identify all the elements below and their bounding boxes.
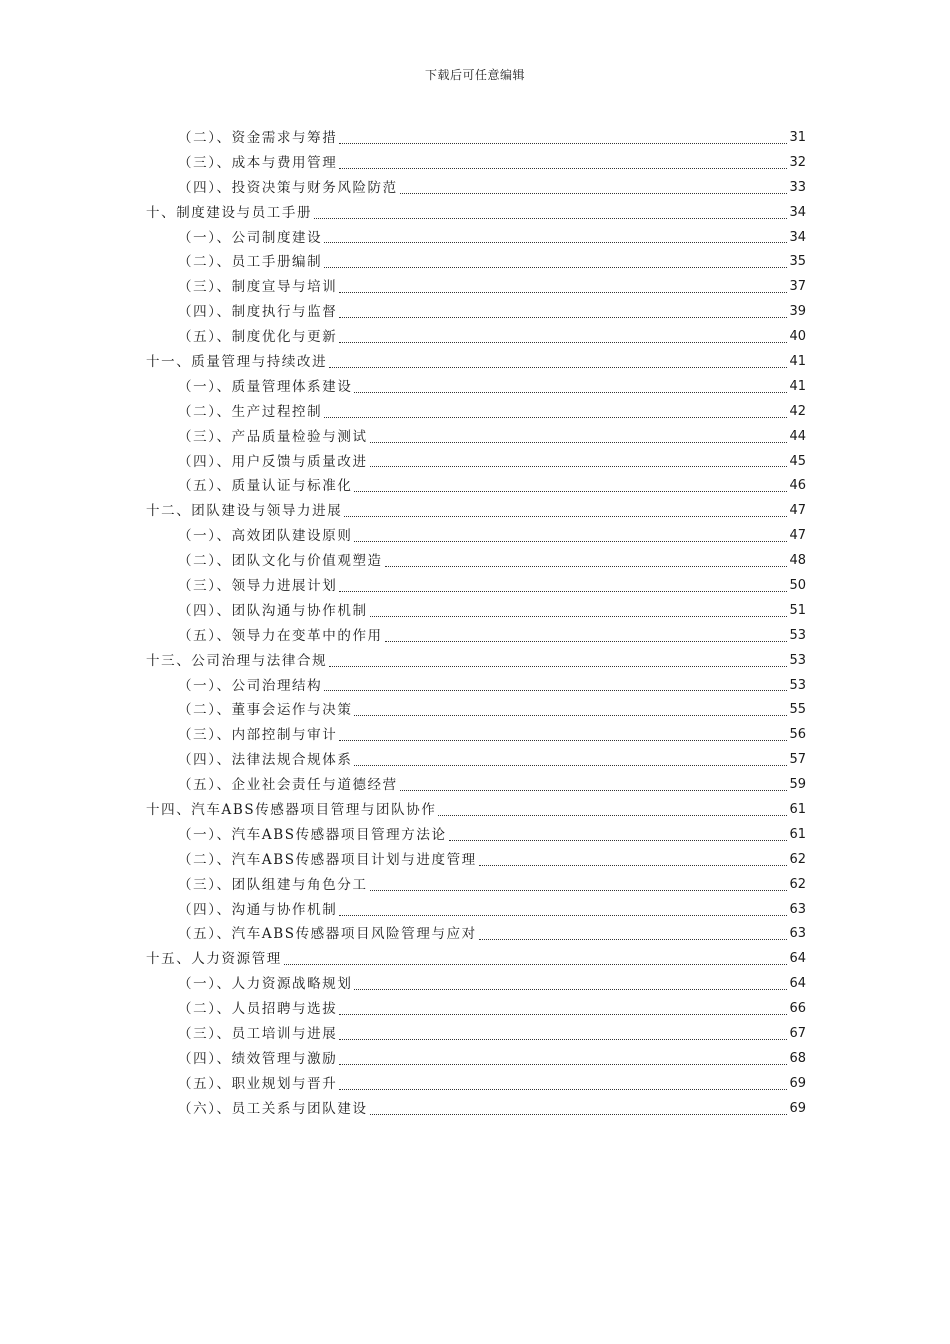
toc-section-entry[interactable] — [146, 674, 806, 699]
toc-entry-title: （三）、内部控制与审计 — [178, 727, 338, 744]
dot-leader — [370, 890, 788, 891]
toc-entry-title: 十五、人力资源管理 — [146, 951, 282, 968]
dot-leader — [354, 715, 787, 716]
dot-leader — [339, 591, 787, 592]
toc-section-entry[interactable] — [146, 524, 806, 549]
toc-page-number: 39 — [789, 304, 806, 320]
toc-page-number: 63 — [789, 926, 806, 942]
toc-page-number: 47 — [789, 528, 806, 544]
toc-section-entry[interactable] — [146, 1022, 806, 1047]
dot-leader — [324, 242, 787, 243]
dot-leader — [400, 193, 788, 194]
toc-section-entry[interactable] — [146, 748, 806, 773]
dot-leader — [370, 466, 788, 467]
toc-page-number: 53 — [789, 677, 806, 693]
toc-entry-title: （一）、公司制度建设 — [178, 229, 323, 246]
toc-entry-title: （三）、产品质量检验与测试 — [178, 428, 368, 445]
dot-leader — [344, 516, 787, 517]
toc-entry-title: （五）、职业规划与晋升 — [178, 1075, 338, 1092]
toc-entry-title: 十三、公司治理与法律合规 — [146, 652, 328, 669]
toc-entry-title: （五）、企业社会责任与道德经营 — [178, 777, 398, 794]
dot-leader — [354, 491, 787, 492]
dot-leader — [449, 840, 788, 841]
toc-chapter-entry[interactable] — [146, 798, 806, 823]
toc-section-entry[interactable] — [146, 226, 806, 251]
toc-entry-title: （一）、人力资源战略规划 — [178, 976, 353, 993]
toc-entry-title: 十、制度建设与员工手册 — [146, 204, 313, 221]
toc-entry-title: （二）、汽车ABS传感器项目计划与进度管理 — [178, 851, 477, 868]
toc-chapter-entry[interactable] — [146, 201, 806, 226]
toc-page-number: 56 — [789, 727, 806, 743]
toc-page-number: 69 — [789, 1075, 806, 1091]
toc-entry-title: （五）、制度优化与更新 — [178, 329, 338, 346]
toc-page-number: 31 — [789, 129, 806, 145]
toc-page-number: 44 — [789, 428, 806, 444]
toc-entry-title: （四）、沟通与协作机制 — [178, 901, 338, 918]
toc-section-entry[interactable] — [146, 997, 806, 1022]
toc-page-number: 66 — [789, 1001, 806, 1017]
toc-page-number: 63 — [789, 901, 806, 917]
toc-entry-title: （二）、资金需求与筹措 — [178, 129, 338, 146]
toc-page-number: 48 — [789, 553, 806, 569]
toc-section-entry[interactable] — [146, 923, 806, 948]
toc-entry-title: （二）、董事会运作与决策 — [178, 702, 353, 719]
dot-leader — [479, 865, 788, 866]
dot-leader — [354, 989, 787, 990]
toc-page-number: 64 — [789, 951, 806, 967]
toc-page-number: 61 — [789, 802, 806, 818]
toc-page-number: 53 — [789, 627, 806, 643]
dot-leader — [339, 915, 787, 916]
toc-entry-title: （三）、制度宣导与培训 — [178, 279, 338, 296]
dot-leader — [479, 939, 788, 940]
toc-entry-title: （四）、用户反馈与质量改进 — [178, 453, 368, 470]
toc-entry-title: （四）、绩效管理与激励 — [178, 1050, 338, 1067]
toc-page-number: 64 — [789, 976, 806, 992]
toc-entry-title: （六）、员工关系与团队建设 — [178, 1100, 368, 1117]
toc-page-number: 50 — [789, 578, 806, 594]
toc-entry-title: （三）、成本与费用管理 — [178, 154, 338, 171]
toc-chapter-entry[interactable] — [146, 947, 806, 972]
dot-leader — [329, 666, 787, 667]
toc-section-entry[interactable] — [146, 400, 806, 425]
toc-page-number: 57 — [789, 752, 806, 768]
toc-section-entry[interactable] — [146, 898, 806, 923]
toc-page-number: 45 — [789, 453, 806, 469]
dot-leader — [339, 740, 787, 741]
toc-page-number: 51 — [789, 602, 806, 618]
toc-section-entry[interactable] — [146, 574, 806, 599]
dot-leader — [339, 1014, 787, 1015]
toc-section-entry[interactable] — [146, 972, 806, 997]
toc-page-number: 41 — [789, 378, 806, 394]
toc-section-entry[interactable] — [146, 848, 806, 873]
toc-section-entry[interactable] — [146, 375, 806, 400]
dot-leader — [339, 342, 787, 343]
toc-section-entry[interactable] — [146, 176, 806, 201]
toc-page-number: 41 — [789, 354, 806, 369]
toc-section-entry[interactable] — [146, 275, 806, 300]
dot-leader — [354, 541, 787, 542]
toc-entry-title: （五）、汽车ABS传感器项目风险管理与应对 — [178, 926, 477, 943]
toc-page-number: 61 — [789, 826, 806, 842]
toc-page-number: 68 — [789, 1050, 806, 1066]
dot-leader — [339, 1039, 787, 1040]
toc-section-entry[interactable] — [146, 549, 806, 574]
toc-section-entry[interactable] — [146, 624, 806, 649]
toc-entry-title: （四）、团队沟通与协作机制 — [178, 602, 368, 619]
dot-leader — [385, 566, 788, 567]
toc-entry-title: （四）、制度执行与监督 — [178, 304, 338, 321]
toc-entry-title: （一）、公司治理结构 — [178, 677, 323, 694]
toc-entry-title: （二）、员工手册编制 — [178, 254, 323, 271]
toc-section-entry[interactable] — [146, 450, 806, 475]
toc-page-number: 35 — [789, 254, 806, 270]
dot-leader — [284, 964, 788, 965]
toc-entry-title: 十二、团队建设与领导力进展 — [146, 503, 343, 520]
toc-page-number: 40 — [789, 329, 806, 345]
dot-leader — [339, 143, 787, 144]
toc-entry-title: （二）、生产过程控制 — [178, 403, 323, 420]
toc-entry-title: （二）、团队文化与价值观塑造 — [178, 553, 383, 570]
toc-page-number: 47 — [789, 503, 806, 519]
dot-leader — [354, 765, 787, 766]
toc-section-entry[interactable] — [146, 1097, 806, 1122]
dot-leader — [370, 1114, 788, 1115]
dot-leader — [438, 815, 787, 816]
toc-section-entry[interactable] — [146, 325, 806, 350]
dot-leader — [354, 392, 787, 393]
dot-leader — [329, 367, 787, 368]
toc-page-number: 34 — [789, 204, 806, 220]
toc-entry-title: （四）、法律法规合规体系 — [178, 752, 353, 769]
toc-page-number: 37 — [789, 279, 806, 295]
toc-section-entry[interactable] — [146, 723, 806, 748]
dot-leader — [339, 168, 787, 169]
toc-section-entry[interactable] — [146, 126, 806, 151]
toc-page-number: 69 — [789, 1100, 806, 1116]
page-header: 下载后可任意编辑 — [424, 68, 525, 82]
dot-leader — [339, 317, 787, 318]
toc-entry-title: （五）、领导力在变革中的作用 — [178, 627, 383, 644]
toc-page-number: 46 — [789, 478, 806, 494]
toc-section-entry[interactable] — [146, 425, 806, 450]
toc-entry-title: （三）、领导力进展计划 — [178, 578, 338, 595]
dot-leader — [339, 1089, 787, 1090]
dot-leader — [400, 790, 788, 791]
toc-section-entry[interactable] — [146, 1072, 806, 1097]
toc-entry-title: （四）、投资决策与财务风险防范 — [178, 179, 398, 196]
toc-page-number: 59 — [789, 777, 806, 793]
toc-page-number: 62 — [789, 851, 806, 867]
toc-page-number: 53 — [789, 652, 806, 668]
toc-section-entry[interactable] — [146, 1047, 806, 1072]
toc-section-entry[interactable] — [146, 151, 806, 176]
toc-section-entry[interactable] — [146, 250, 806, 275]
toc-entry-title: （五）、质量认证与标准化 — [178, 478, 353, 495]
toc-section-entry[interactable] — [146, 599, 806, 624]
toc-entry-title: （一）、高效团队建设原则 — [178, 528, 353, 545]
toc-page-number: 42 — [789, 403, 806, 419]
toc-section-entry[interactable] — [146, 474, 806, 499]
dot-leader — [324, 690, 787, 691]
toc-page-number: 32 — [789, 154, 806, 170]
toc-page-number: 34 — [789, 229, 806, 245]
dot-leader — [314, 218, 787, 219]
toc-page-number: 67 — [789, 1026, 806, 1042]
toc-entry-title: 十四、汽车ABS传感器项目管理与团队协作 — [146, 802, 437, 819]
dot-leader — [324, 417, 787, 418]
dot-leader — [385, 641, 788, 642]
dot-leader — [339, 292, 787, 293]
toc-entry-title: （一）、质量管理体系建设 — [178, 378, 353, 395]
toc-page-number: 62 — [789, 876, 806, 892]
toc-section-entry[interactable] — [146, 773, 806, 798]
toc-page-number: 33 — [789, 179, 806, 195]
table-of-contents — [146, 126, 806, 1122]
toc-entry-title: 十一、质量管理与持续改进 — [146, 354, 328, 370]
dot-leader — [339, 1064, 787, 1065]
dot-leader — [370, 616, 788, 617]
toc-section-entry[interactable] — [146, 873, 806, 898]
toc-section-entry[interactable] — [146, 698, 806, 723]
toc-entry-title: （三）、员工培训与进展 — [178, 1026, 338, 1043]
toc-entry-title: （二）、人员招聘与选拔 — [178, 1001, 338, 1018]
dot-leader — [324, 267, 787, 268]
dot-leader — [370, 442, 788, 443]
toc-section-entry[interactable] — [146, 300, 806, 325]
toc-chapter-entry[interactable] — [146, 649, 806, 674]
toc-entry-title: （三）、团队组建与角色分工 — [178, 876, 368, 893]
toc-page-number: 55 — [789, 702, 806, 718]
toc-chapter-entry[interactable] — [146, 350, 806, 375]
toc-section-entry[interactable] — [146, 823, 806, 848]
toc-chapter-entry[interactable] — [146, 499, 806, 524]
toc-entry-title: （一）、汽车ABS传感器项目管理方法论 — [178, 826, 447, 843]
